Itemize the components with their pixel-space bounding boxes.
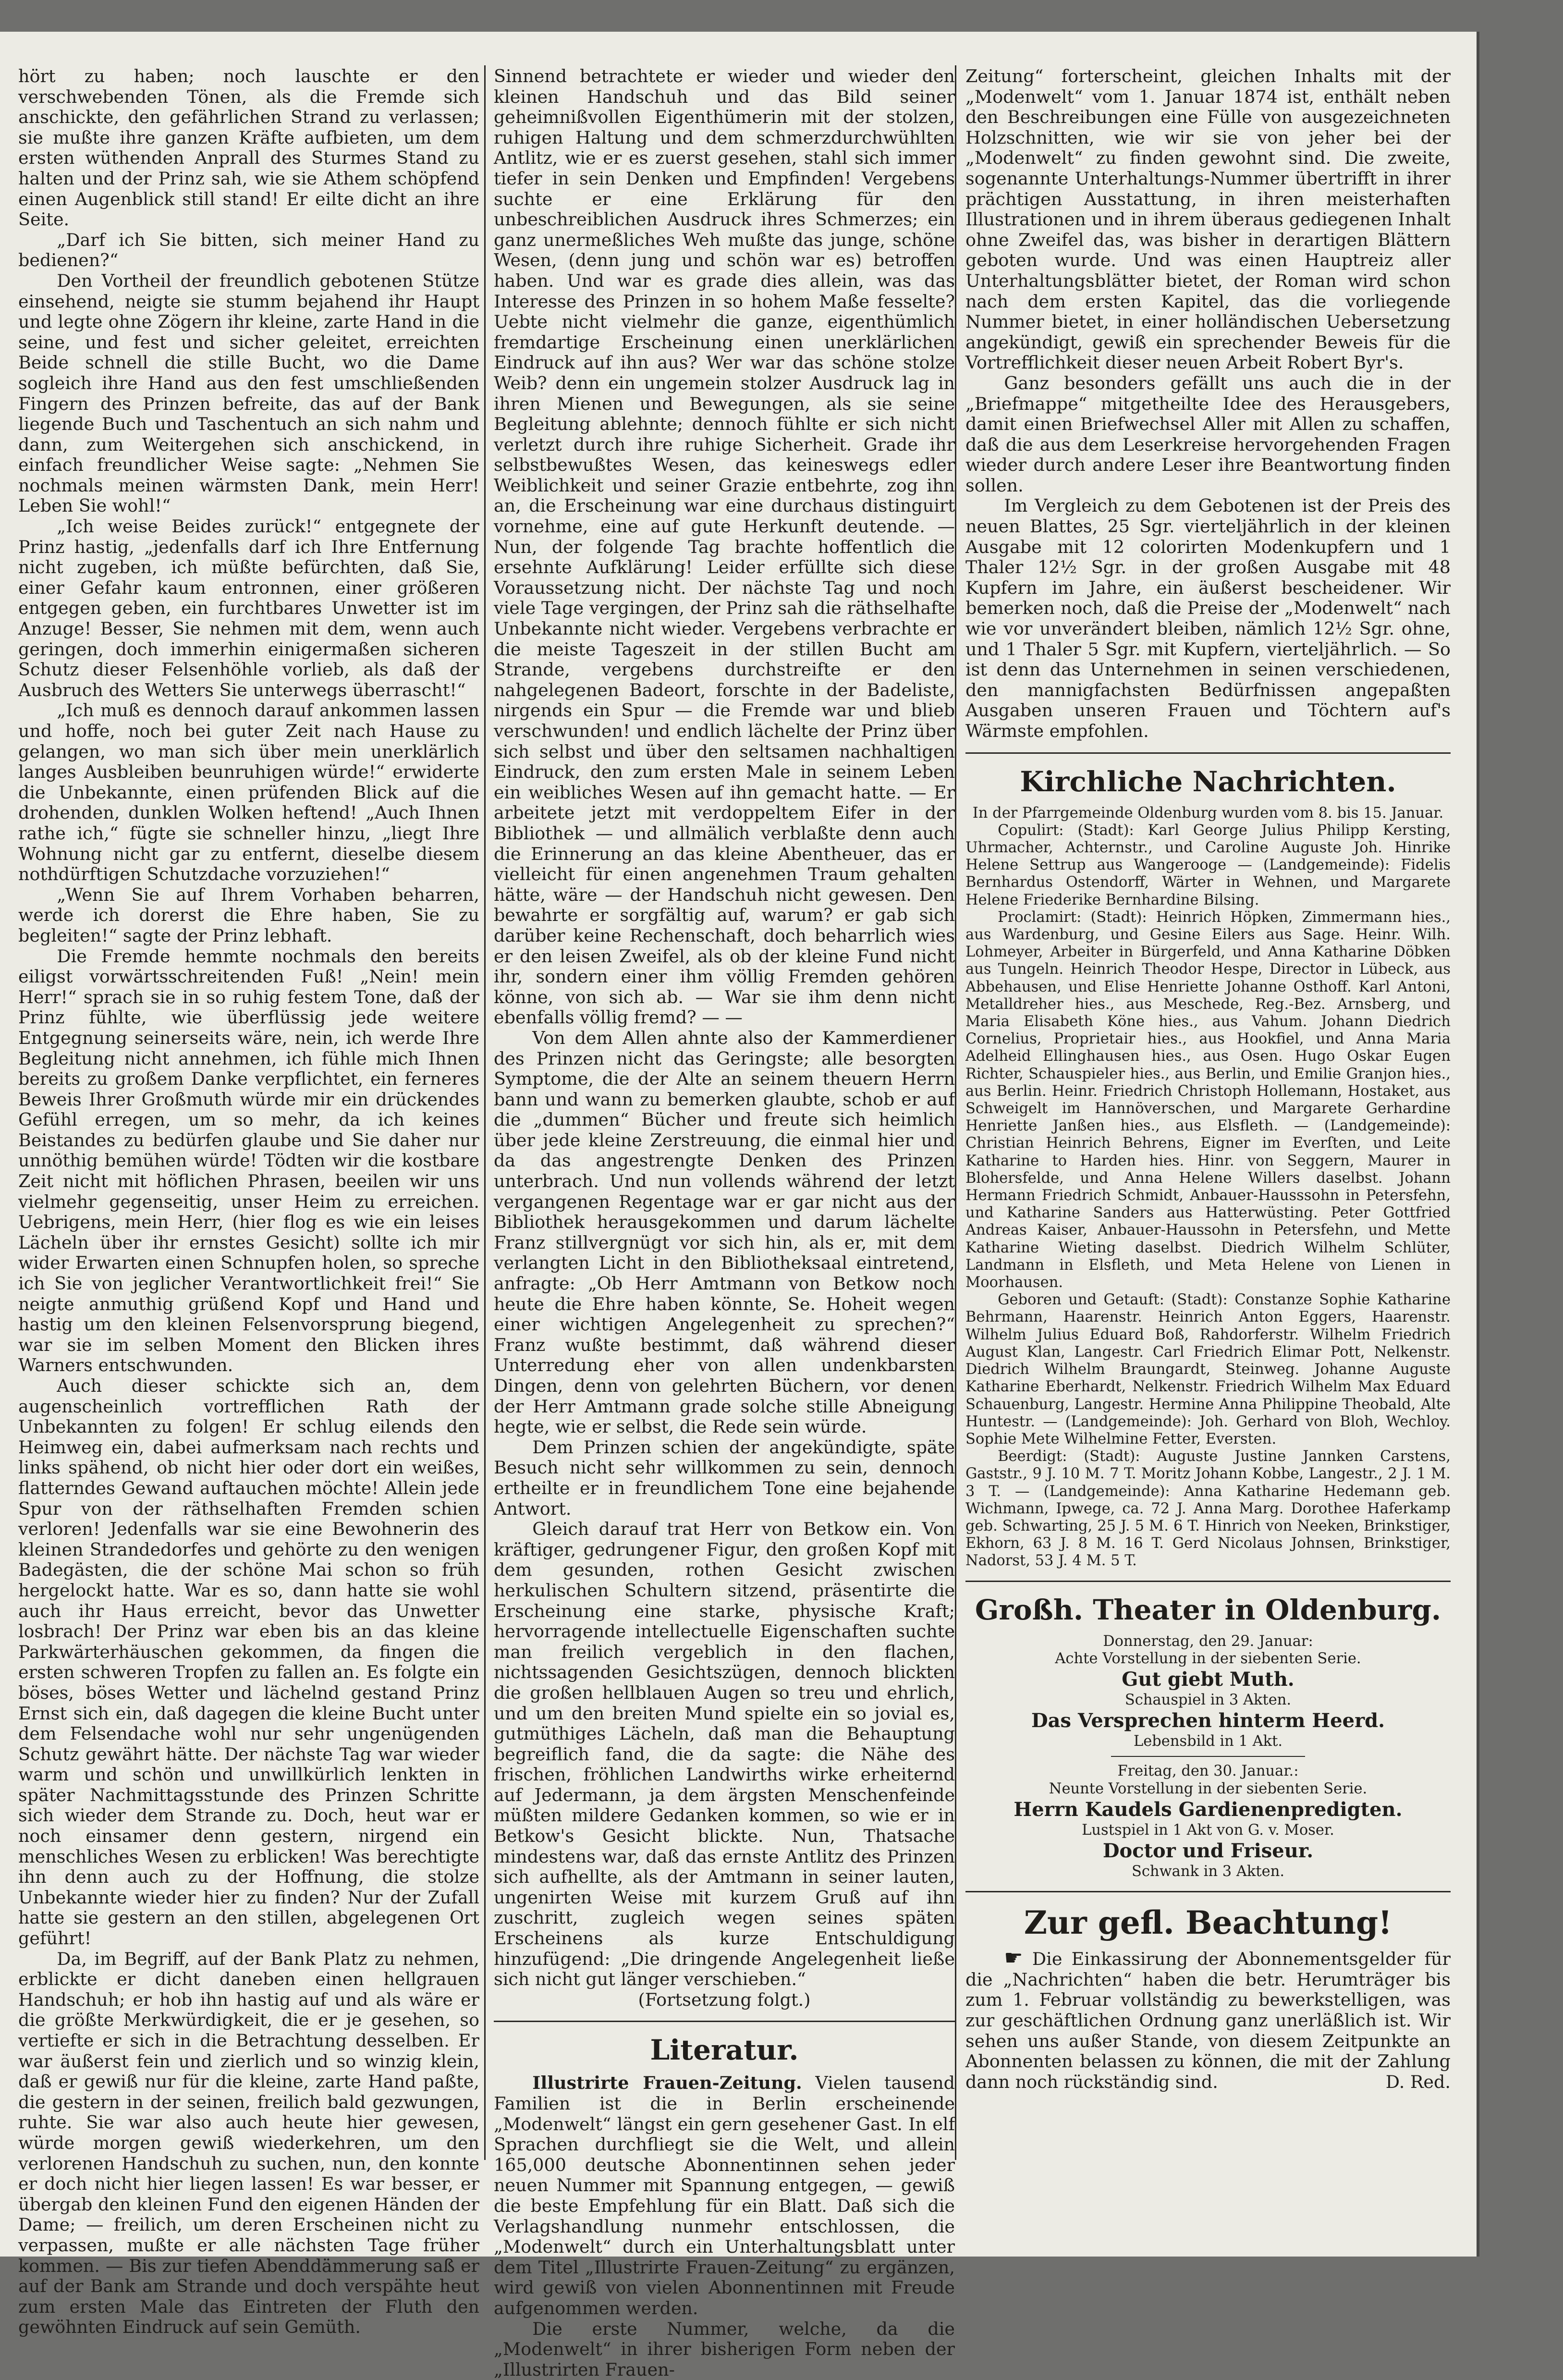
literatur-paragraph: Zeitung“ forterscheint, gleichen Inhalts mit der „Modenwelt“ vom 1. Januar 1874 ist, enthält neben den Beschreibungen eine Fülle von ausgezeichneten Holzschnitten, wie wir sie von jeher bei der „Modenwelt“ zu finden gewohnt sind. Die zweite, sogenannte Unterhaltungs-Nummer übertrifft in ihrer prächtigen Ausstattung, in ihren meisterhaften Illustrationen und in ihrem überaus gediegenen Inhalt ohne Zweifel das, was bisher in derartigen Blättern geboten wurde. Und was einen Hauptreiz aller Unterhaltungsblätter bietet, der Roman wird schon nach dem ersten Kapitel, das die vorliegende Nummer bietet, in einer holländischen Uebersetzung angekündigt, gewiß ein sprechender Beweis für die Vortrefflichkeit dieser neuen Arbeit Robert Byr's. bbox=[965, 66, 1451, 373]
section-rule bbox=[965, 752, 1451, 754]
story-paragraph: Da, im Begriff, auf der Bank Platz zu nehmen, erblickte er dicht daneben einen hellgrauen Handschuh; er hob ihn hastig auf und als wäre er die größte Merkwürdigkeit, die er je gesehen, so vertiefte er sich in die Betrachtung desselben. Er war äußerst fein und zierlich und so winzig klein, daß er gewiß nur für die kleine, zarte Hand paßte, die gestern in der seinen, freilich bald gezwungen, ruhte. Sie war also auch heute hier gewesen, würde morgen gewiß wiederkehren, um den verlorenen Handschuh zu suchen, nun, den konnte er doch nicht hier liegen lassen! Es war besser, er übergab den kleinen Fund den eigenen Händen der Dame; — freilich, um deren Erscheinen nicht zu verpassen, mußte er alle nächsten Tage früher kommen. — Bis zur tiefen Abenddämmerung saß er auf der Bank am Strande und doch verspähte heut zum ersten Male das Eintreten der Fluth den gewöhnten Eindruck auf sein Gemüth. bbox=[18, 1948, 479, 2338]
story-paragraph: hört zu haben; noch lauschte er den verschwebenden Tönen, als die Fremde sich anschickte, den gefährlichen Strand zu verlassen; sie mußte ihre ganzen Kräfte aufbieten, um dem ersten wüthenden Anprall des Sturmes Stand zu halten und der Prinz sah, wie sie Athem schöpfend einen Augenblick still stand! Er eilte dicht an ihre Seite. bbox=[18, 66, 479, 230]
play-title: Herrn Kaudels Gardienenpredigten. bbox=[1014, 1798, 1403, 1821]
column-1 bbox=[18, 66, 479, 2338]
story-paragraph: Den Vortheil der freundlich gebotenen Stütze einsehend, neigte sie stumm bejahend ihr Haupt und legte ohne Zögern ihr kleine, zarte Hand in die seine, und fest und sicher geleitet, erreichten Beide schnell die stille Bucht, wo die Dame sogleich ihre Hand aus den fest umschließenden Fingern des Prinzen befreite, das auf der Bank liegende Buch und Taschentuch an sich nahm und dann, zum Weitergehen sich anschickend, in einfach freundlicher Weise sagte: „Nehmen Sie nochmals meinen wärmsten Dank, mein Herr! Leben Sie wohl!“ bbox=[18, 270, 479, 516]
newspaper-page bbox=[0, 32, 1477, 2380]
column-rule bbox=[484, 65, 486, 2160]
story-paragraph: Dem Prinzen schien der angekündigte, späte Besuch nicht sehr willkommen zu sein, dennoch ertheilte er in freundlichem Tone eine bejahende Antwort. bbox=[494, 1436, 955, 1519]
literatur-heading: Literatur. bbox=[650, 2034, 799, 2067]
literatur-subheading: Illustrirte Frauen-Zeitung. bbox=[532, 2073, 802, 2094]
literatur-paragraph: Im Vergleich zu dem Gebotenen ist der Preis des neuen Blattes, 25 Sgr. vierteljährlich in der kleinen Ausgabe mit 12 colorirten Modenkupfern und 1 Thaler 12½ Sgr. in der großen Ausgabe mit 48 Kupfern im Jahre, ein äußerst bescheidener. Wir bemerken noch, daß die Preise der „Modenwelt“ nach wie vor unverändert bleiben, nämlich 12½ Sgr. ohne, und 1 Thaler 5 Sgr. mit Kupfern, vierteljährlich. — So ist denn das Unternehmen in seinen verschiedenen, den mannigfachsten Bedürfnissen angepaßten Ausgaben unseren Frauen und Töchtern auf's Wärmste empfohlen. bbox=[965, 495, 1451, 741]
pointing-hand-icon: ☛ bbox=[1004, 1946, 1023, 1971]
play-genre: Schauspiel in 3 Akten. bbox=[1124, 1691, 1292, 1708]
literatur-text: Vielen tausend Familien ist die in Berlin erscheinende „Modenwelt“ längst ein gern gesehener Gast. In elf Sprachen durchfliegt sie die Welt, und allein 165,000 deutsche Abonnentinnen sehen jeder neuen Nummer mit Spannung entgegen, — gewiß die beste Empfehlung für ein Blatt. Daß sich die Verlagshandlung nunmehr entschlossen, die „Modenwelt“ durch ein Unterhaltungsblatt unter dem Titel „Illustrirte Frauen-Zeitung“ zu ergänzen, wird gewiß von vielen Abonnentinnen mit Freude aufgenommen werden. bbox=[494, 2073, 955, 2319]
literatur-paragraph: Ganz besonders gefällt uns auch die in der „Briefmappe“ mitgetheilte Idee des Herausgebers, damit einen Briefwechsel Aller mit Allen zu schaffen, daß die aus dem Leserkreise hervorgehenden Fragen wieder durch andere Leser ihre Beantwortung finden sollen. bbox=[965, 372, 1451, 496]
play-genre: Lebensbild in 1 Akt. bbox=[1133, 1733, 1283, 1750]
kirche-entry: Beerdigt: (Stadt): Auguste Justine Jannken Carstens, Gaststr., 9 J. 10 M. 7 T. Moritz Johann Kobbe, Langestr., 2 J. 1 M. 3 T. — (Landgemeinde): Anna Katharine Hedemann geb. Wichmann, Ipwege, ca. 72 J. Anna Marg. Dorothee Haferkamp geb. Schwarting, 25 J. 5 M. 6 T. Hinrich von Neeken, Brinkstiger, Ekhorn, 63 J. 8 M. 16 T. Gerd Nicolaus Johnsen, Brinkstiger, Nadorst, 53 J. 4 M. 5 T. bbox=[965, 1448, 1451, 1570]
story-paragraph: Gleich darauf trat Herr von Betkow ein. Von kräftiger, gedrungener Figur, den großen Kopf mit dem gesunden, rothen Gesicht zwischen herkulischen Schultern sitzend, präsentirte die Erscheinung eine starke, physische Kraft; hervorragende intellectuelle Eigenschaften suchte man freilich vergeblich in den flachen, nichtssagenden Gesichtszügen, dennoch blickten die großen hellblauen Augen so treu und ehrlich, und um den breiten Mund spielte ein so jovial es, gutmüthiges Lächeln, daß man die Behauptung begreiflich fand, die da sagte: die Nähe des frischen, fröhlichen Landwirths wirke erheiternd auf Jedermann, ja dem ärgsten Menschenfeinde müßten mildere Gedanken kommen, so wie er in Betkow's Gesicht blickte. Nun, Thatsache mindestens war, daß das ernste Antlitz des Prinzen sich aufhellte, als der Amtmann in seiner lauten, ungenirten Weise mit kurzem Gruß auf ihn zuschritt, zugleich wegen seines späten Erscheinens als kurze Entschuldigung hinzufügend: „Die dringende Angelegenheit ließe sich nicht gut länger verschieben.“ bbox=[494, 1519, 955, 1990]
play-title: Gut giebt Muth. bbox=[1122, 1668, 1294, 1691]
theater-heading: Großh. Theater in Oldenburg. bbox=[975, 1593, 1441, 1626]
play-genre: Lustspiel in 1 Akt von G. v. Moser. bbox=[1082, 1821, 1334, 1839]
notice-heading: Zur gefl. Beachtung! bbox=[1024, 1904, 1392, 1942]
theater-date: Freitag, den 30. Januar.: bbox=[1117, 1763, 1299, 1780]
play-title: Doctor und Friseur. bbox=[1102, 1839, 1314, 1862]
kirche-entry: Geboren und Getauft: (Stadt): Constanze Sophie Katharine Behrmann, Haarenstr. Heinrich Anton Eggers, Haarenstr. Wilhelm Julius Eduard Boß, Rahdorferstr. Wilhelm Friedrich August Klan, Langestr. Carl Friedrich Elimar Pott, Nelkenstr. Diedrich Wilhelm Braungardt, Steinweg. Johanne Auguste Katharine Eberhardt, Nelkenstr. Friedrich Wilhelm Max Eduard Schauenburg, Langestr. Hermine Anna Philippine Theobald, Alte Huntestr. — (Landgemeinde): Joh. Gerhard von Bloh, Wechloy. Sophie Mete Wilhelmine Fetter, Eversten. bbox=[965, 1291, 1451, 1448]
continuation-note: (Fortsetzung folgt.) bbox=[638, 1989, 811, 2010]
play-title: Das Versprechen hinterm Heerd. bbox=[1031, 1709, 1385, 1732]
kirche-entry: Copulirt: (Stadt): Karl George Julius Philipp Kersting, Uhrmacher, Achternstr., und Caroline Auguste Joh. Hinrike Helene Settrup aus Wangerooge — (Landgemeinde): Fidelis Bernhardus Ostendorff, Wärter in Wehnen, und Margarete Helene Friederike Bernhardine Bilsing. bbox=[965, 822, 1451, 908]
kirche-intro: In der Pfarrgemeinde Oldenburg wurden vom 8. bis 15. Januar. bbox=[972, 804, 1444, 822]
notice-signature: D. Red. bbox=[1385, 2071, 1451, 2092]
story-paragraph: Sinnend betrachtete er wieder und wieder den kleinen Handschuh und das Bild seiner geheimnißvollen Eigenthümerin mit der stolzen, ruhigen Haltung und dem schmerzdurchwühlten Antlitz, wie er es zuerst gesehen, stahl sich immer tiefer in sein Denken und Empfinden! Vergebens suchte er eine Erklärung für den unbeschreiblichen Ausdruck ihres Schmerzes; ein ganz unermeßliches Weh mußte das junge, schöne Wesen, (denn jung und schön war es) betroffen haben. Und war es grade dies allein, was das Interesse des Prinzen in so hohem Maße fesselte? Uebte nicht vielmehr die ganze, eigenthümlich fremdartige Erscheinung einen unerklärlichen Eindruck auf ihn aus? Wer war das schöne stolze Weib? denn ein ungemein stolzer Ausdruck lag in ihren Mienen und Bewegungen, als sie seine Begleitung ablehnte; dennoch fühlte er sich nicht verletzt durch ihre ruhige Sicherheit. Grade ihr selbstbewußtes Wesen, das keineswegs edler Weiblichkeit und seiner Grazie entbehrte, zog ihn an, die Erscheinung war eine durchaus distinguirt vornehme, eine auf gute Herkunft deutende. — Nun, der folgende Tag brachte hoffentlich die ersehnte Aufklärung! Leider erfüllte sich diese Voraussetzung nicht. Der nächste Tag und noch viele Tage vergingen, der Prinz sah die räthselhafte Unbekannte nicht wieder. Vergebens verbrachte er die meiste Tageszeit in der stillen Bucht am Strande, vergebens durchstreifte er den nahgelegenen Badeort, forschte in der Badeliste, nirgends ein Spur — die Fremde war und blieb verschwunden! und endlich lächelte der Prinz über sich selbst und über den seltsamen nachhaltigen Eindruck, den zum ersten Male in seinem Leben ein weibliches Wesen auf ihn gemacht hatte. — Er arbeitete jetzt mit verdoppeltem Eifer in der Bibliothek — und allmälich verblaßte denn auch die Erinnerung an das kleine Abentheuer, das er vielleicht für einen angenehmen Traum gehalten hätte, wäre — der Handschuh nicht gewesen. Den bewahrte er sorgfältig auf, warum? er gab sich darüber keine Rechenschaft, doch beharrlich wies er den leisen Zweifel, als ob der kleine Fund nicht ihr, sondern einer ihm völlig Fremden gehören könne, von sich ab. — War sie ihm denn nicht ebenfalls völlig fremd? — — bbox=[494, 66, 955, 1028]
notice-text: Die Einkassirung der Abonnementsgelder für die „Nachrichten“ haben die betr. Herumträger bis zum 1. Februar vollständig zu bewerkstelligen, was zur geschäftlichen Ordnung ganz unerläßlich ist. Wir sehen uns außer Stande, von diesem Zeitpunkte an Abonnenten belassen zu können, die mit der Zahlung dann noch rückständig sind. bbox=[965, 1949, 1451, 2092]
story-paragraph: Auch dieser schickte sich an, dem augenscheinlich vortrefflichen Rath der Unbekannten zu folgen! Er schlug eilends den Heimweg ein, dabei aufmerksam nach rechts und links spähend, ob nicht hier oder dort ein weißes, flatterndes Gewand auftauchen möchte! Allein jede Spur von der räthselhaften Fremden schien verloren! Jedenfalls war sie eine Bewohnerin des kleinen Strandedorfes und gehörte zu den wenigen Badegästen, die der schöne Mai schon so früh hergelockt hatte. War es so, dann hatte sie wohl auch ihr Haus erreicht, bevor das Unwetter losbrach! Der Prinz war eben bis an das kleine Parkwärterhäuschen gekommen, da fingen die ersten schweren Tropfen zu fallen an. Es folgte ein böses, böses Wetter und lächelnd gestand Prinz Ernst sich ein, daß dagegen die kleine Bucht unter dem Felsendache wohl nur sehr ungenügenden Schutz gewährt hätte. Der nächste Tag war wieder warm und schön und unwillkürlich lenkten in später Nachmittagsstunde des Prinzen Schritte sich wieder dem Strande zu. Doch, heut war er noch einsamer denn gestern, nirgend ein menschliches Wesen zu erblicken! Was berechtigte ihn denn auch zu der Hoffnung, die stolze Unbekannte wieder hier zu finden? Nur der Zufall hatte sie gestern an den stillen, abgelegenen Ort geführt! bbox=[18, 1375, 479, 1949]
kirche-heading: Kirchliche Nachrichten. bbox=[1020, 765, 1396, 798]
literatur-text-2: Die erste Nummer, welche, da die „Modenwelt“ in ihrer bisherigen Form neben der „Illustrirten Frauen- bbox=[494, 2318, 955, 2380]
theater-series: Neunte Vorstellung in der siebenten Serie. bbox=[1049, 1780, 1368, 1797]
theater-series: Achte Vorstellung in der siebenten Serie. bbox=[1055, 1650, 1361, 1667]
column-2 bbox=[494, 66, 955, 2380]
story-paragraph: Von dem Allen ahnte also der Kammerdiener des Prinzen nicht das Geringste; alle besorgten Symptome, die der Alte an seinem theuern Herrn bann und wann zu bemerken glaubte, schob er auf die „dummen“ Bücher und freute sich heimlich über jede kleine Zerstreuung, die einmal hier und da das angestrengte Denken des Prinzen unterbrach. Und nun vollends während der letzt vergangenen Regentage war er gar nicht aus der Bibliothek herausgekommen und darum lächelte Franz stillvergnügt vor sich hin, als er, mit dem verlangten Licht in den Bibliotheksaal eintretend, anfragte: „Ob Herr Amtmann von Betkow noch heute die Ehre haben könnte, Se. Hoheit wegen einer wichtigen Angelegenheit zu sprechen?“ Franz wußte bestimmt, daß während dieser Unterredung eher von allen undenkbarsten Dingen, denn von gelehrten Büchern, vor denen der Herr Amtmann grade solche stille Abneigung hegte, wie er selbst, die Rede sein würde. bbox=[494, 1027, 955, 1437]
section-rule bbox=[965, 1891, 1451, 1892]
kirche-entry: Proclamirt: (Stadt): Heinrich Höpken, Zimmermann hies., aus Wardenburg, und Gesine Eilers aus Sage. Heinr. Wilh. Lohmeyer, Arbeiter in Bürgerfeld, und Anna Katharine Döbken aus Tungeln. Heinrich Theodor Hespe, Director in Lübeck, aus Abbehausen, und Elise Henriette Johanne Osthoff. Karl Antoni, Metalldreher hies., aus Meschede, Reg.-Bez. Arnsberg, und Maria Elisabeth Köne hies., aus Vahum. Johann Diedrich Cornelius, Proprietair hies., aus Hookfiel, und Anna Maria Adelheid Ellinghausen hies., aus Osen. Hugo Oskar Eugen Richter, Schauspieler hies., aus Berlin, und Emilie Granjon hies., aus Berlin. Heinr. Friedrich Christoph Hollemann, Hostaket, aus Schweigelt im Hannöverschen, und Margarete Gerhardine Henriette Janßen hies., aus Elsfleth. — (Landgemeinde): Christian Heinrich Behrens, Eigner im Everſten, und Leite Katharine to Harden hies. Hinr. von Seggern, Maurer in Blohersfelde, und Anna Helene Willers daselbst. Johann Hermann Friedrich Schmidt, Anbauer-Hausssohn in Petersfehn, und Katharine Sanders aus Hatterwüsting. Peter Gottfried Andreas Kaiser, Anbauer-Haussohn in Petersfehn, und Mette Katharine Wieting daselbst. Diedrich Wilhelm Schlüter, Landmann in Elsfleth, und Meta Helene von Lienen in Moorhausen. bbox=[965, 908, 1451, 1291]
play-genre: Schwank in 3 Akten. bbox=[1131, 1863, 1285, 1880]
story-paragraph: „Ich weise Beides zurück!“ entgegnete der Prinz hastig, „jedenfalls darf ich Ihre Entfernung nicht zugeben, ich müßte befürchten, daß Sie, einer Gefahr kaum entronnen, einer größeren entgegen geben, ein furchtbares Unwetter ist im Anzuge! Besser, Sie nehmen mit dem, wenn auch geringen, doch immerhin einigermaßen sicheren Schutz dieser Felsenhöhle vorlieb, als daß der Ausbruch des Wetters Sie unterwegs überrascht!“ bbox=[18, 516, 479, 700]
story-paragraph: „Wenn Sie auf Ihrem Vorhaben beharren, werde ich dorerst die Ehre haben, Sie zu begleiten!“ sagte der Prinz lebhaft. bbox=[18, 884, 479, 946]
column-rule bbox=[955, 65, 956, 2160]
section-rule bbox=[494, 2021, 955, 2022]
divider bbox=[1111, 1756, 1305, 1757]
theater-date: Donnerstag, den 29. Januar: bbox=[1103, 1632, 1313, 1650]
column-3 bbox=[965, 66, 1451, 2092]
story-paragraph: „Darf ich Sie bitten, sich meiner Hand zu bedienen?“ bbox=[18, 229, 479, 271]
story-paragraph: Die Fremde hemmte nochmals den bereits eiligst vorwärtsschreitenden Fuß! „Nein! mein Herr!“ sprach sie in so ruhig festem Tone, daß der Prinz fühlte, wie überflüssig jede weitere Entgegnung seinerseits wäre, nein, ich werde Ihre Begleitung nicht annehmen, ich fühle mich Ihnen bereits zu großem Danke verpflichtet, ein ferneres Beweis Ihrer Großmuth würde mir ein drückendes Gefühl erregen, um so mehr, da ich keines Beistandes zu bedürfen glaube und Sie daher nur unnöthig bemühen würde! Tödten wir die kostbare Zeit nicht mit höflichen Phrasen, beeilen wir uns vielmehr gegenseitig, unser Heim zu erreichen. Uebrigens, mein Herr, (hier flog es wie ein leises Lächeln über ihr ernstes Gesicht) sollte ich mir wider Erwarten einen Schnupfen holen, so spreche ich Sie von jeglicher Verantwortlichkeit frei!“ Sie neigte anmuthig grüßend Kopf und Hand und hastig um den kleinen Felsenvorsprung biegend, war sie im selben Moment den Blicken ihres Warners entschwunden. bbox=[18, 945, 479, 1376]
story-paragraph: „Ich muß es dennoch darauf ankommen lassen und hoffe, noch bei guter Zeit nach Hause zu gelangen, wo man sich über mein unerklärlich langes Ausbleiben beunruhigen würde!“ erwiderte die Unbekannte, einen prüfenden Blick auf die drohenden, dunklen Wolken heftend! „Auch Ihnen rathe ich,“ fügte sie schneller hinzu, „liegt Ihre Wohnung nicht gar zu entfernt, dieselbe diesem nothdürftigen Schutzdache vorzuziehen!“ bbox=[18, 700, 479, 885]
section-rule bbox=[965, 1581, 1451, 1582]
